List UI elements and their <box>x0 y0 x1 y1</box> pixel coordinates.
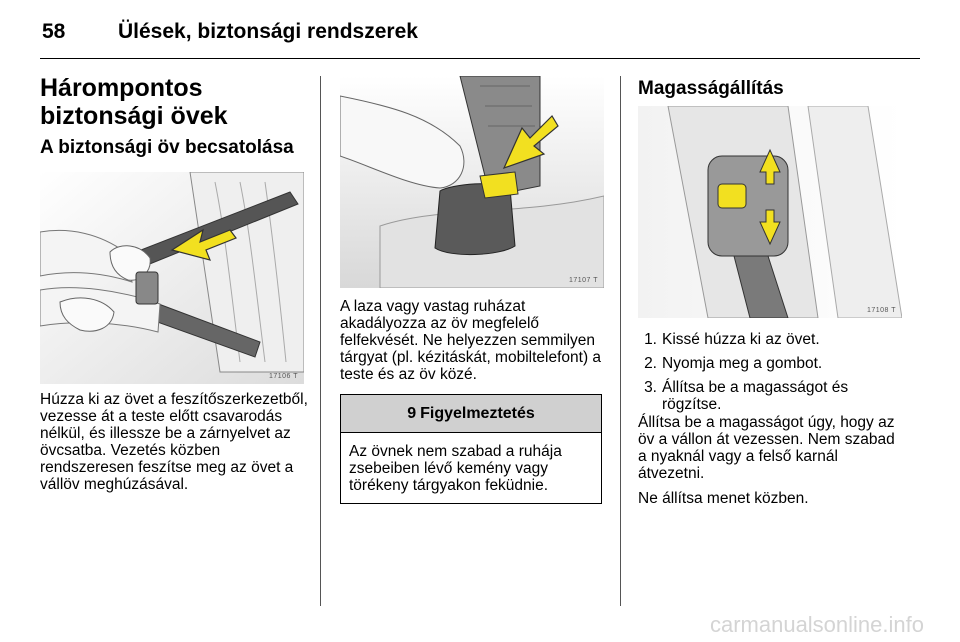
warning-box <box>340 394 602 504</box>
figure-code: 17108 T <box>866 307 896 314</box>
step-text: Kissé húzza ki az övet. <box>662 331 820 348</box>
step-item <box>638 331 904 348</box>
warning-title: Figyelmeztetés <box>420 404 535 422</box>
step-number: 2. <box>644 355 657 372</box>
running-head: Ülések, biztonsági rendszerek <box>118 20 418 43</box>
clothing-paragraph: A laza vagy vastag ruházat akadályozza az öv megfelelő felfekvését. Ne helyezzen semmilyen tárgyat (pl. kézitáskát, mobiltelefont) a teste és az öv közé. <box>340 298 602 383</box>
page-number: 58 <box>42 20 66 43</box>
step-number: 1. <box>644 331 657 348</box>
height-adjuster-illustration <box>638 106 902 318</box>
warning-icon: 9 <box>407 404 417 422</box>
column-divider <box>320 76 321 606</box>
figure-code: 17106 T <box>268 373 298 380</box>
figure-belt-buckle <box>340 76 604 288</box>
no-adjust-while-driving: Ne állítsa menet közben. <box>638 490 809 507</box>
header-rule <box>40 58 920 59</box>
figure-code: 17107 T <box>568 277 598 284</box>
buckling-paragraph: Húzza ki az övet a feszítőszerkezetből, vezesse át a teste előtt csavarodás nélkül, és illessze be a zárnyelvet az övcsatba. Vezetés közben rendszeresen feszítse meg az övet a vállöv meghúzásával. <box>40 391 308 493</box>
step-text: Nyomja meg a gombot. <box>662 355 823 372</box>
belt-buckle-illustration <box>340 76 604 288</box>
height-adjust-heading: Magasságállítás <box>638 78 784 99</box>
step-item <box>638 379 904 413</box>
section-subtitle: A biztonsági öv becsatolása <box>40 137 294 158</box>
step-text: Állítsa be a magasságot és rögzítse. <box>662 379 849 413</box>
step-item <box>638 355 904 372</box>
seatbelt-pull-illustration <box>40 172 304 384</box>
warning-header <box>341 395 601 433</box>
section-title: Hárompontos biztonsági övek <box>40 74 228 130</box>
figure-seatbelt-buckling <box>40 172 304 384</box>
figure-height-adjuster <box>638 106 902 318</box>
height-paragraph: Állítsa be a magasságot úgy, hogy az öv a vállon át vezessen. Nem szabad a nyaknál vagy a felső karnál átvezetni. <box>638 414 895 482</box>
column-divider <box>620 76 621 606</box>
adjustment-steps <box>638 331 904 420</box>
warning-text: Az övnek nem szabad a ruhája zsebeiben lévő kemény vagy törékeny tárgyakon feküdnie. <box>349 443 562 494</box>
watermark: carmanualsonline.info <box>709 612 924 637</box>
step-number: 3. <box>644 379 657 396</box>
